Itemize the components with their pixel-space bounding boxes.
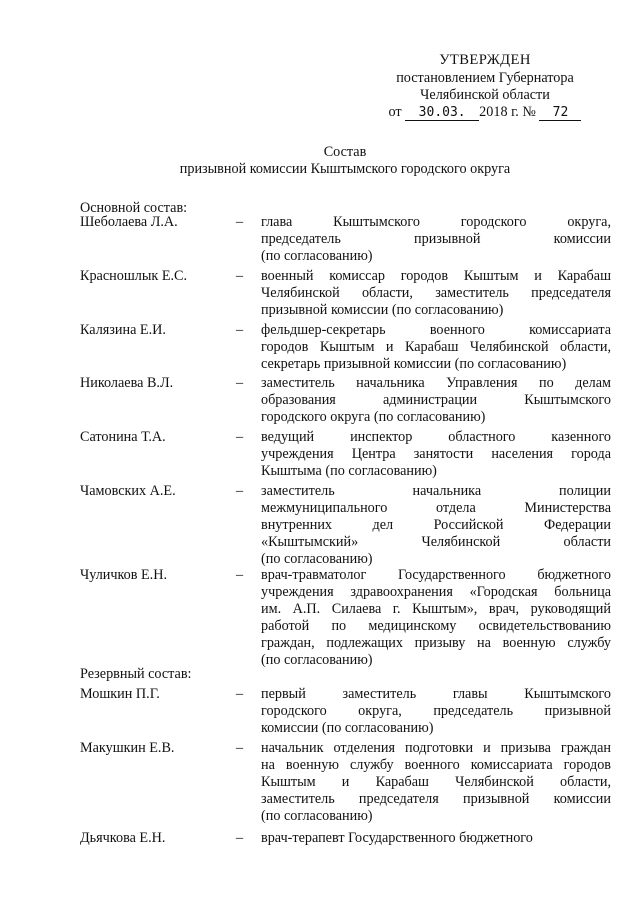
date-suffix: 2018 г. № <box>479 104 536 120</box>
position-line: работой по медицинскому освидетельствованию <box>261 618 611 634</box>
member-position <box>261 686 611 737</box>
position-line: начальник отделения подготовки и призыва граждан <box>261 740 611 756</box>
member-name: Калязина Е.И. <box>80 322 166 338</box>
member-position <box>261 740 611 825</box>
approval-title: УТВЕРЖДЕН <box>439 52 531 68</box>
position-line: городского округа, председатель призывной <box>261 703 611 719</box>
member-dash: – <box>236 686 244 702</box>
position-line: призывной комиссии (по согласованию) <box>261 302 504 318</box>
member-position <box>261 375 611 426</box>
position-line: межмуниципального отдела Министерства <box>261 500 611 516</box>
reserve-section-heading: Резервный состав: <box>80 666 192 682</box>
position-line: секретарь призывной комиссии (по согласованию) <box>261 356 567 372</box>
position-line: Кыштым и Карабаш Челябинской области, <box>261 774 611 790</box>
position-line: заместитель председателя призывной комиссии <box>261 791 611 807</box>
member-dash: – <box>236 830 244 846</box>
member-dash: – <box>236 214 244 230</box>
member-dash: – <box>236 567 244 583</box>
position-line: внутренних дел Российской Федерации <box>261 517 611 533</box>
position-line: на военную службу военного комиссариата городов <box>261 757 611 773</box>
member-position <box>261 214 611 265</box>
member-position <box>261 268 611 319</box>
position-line: им. А.П. Силаева г. Кыштым», врач, руководящий <box>261 601 611 617</box>
position-line: ведущий инспектор областного казенного <box>261 429 611 445</box>
position-line: образования администрации Кыштымского <box>261 392 611 408</box>
member-position <box>261 429 611 480</box>
member-dash: – <box>236 429 244 445</box>
date-prefix: от <box>388 104 402 120</box>
position-line: городов Кыштым и Карабаш Челябинской области, <box>261 339 611 355</box>
position-line: Челябинской области, заместитель председателя <box>261 285 611 301</box>
member-dash: – <box>236 375 244 391</box>
document-title <box>80 144 610 178</box>
member-dash: – <box>236 268 244 284</box>
member-name: Шеболаева Л.А. <box>80 214 178 230</box>
member-name: Чамовских А.Е. <box>80 483 176 499</box>
position-line: врач-терапевт Государственного бюджетного <box>261 830 533 846</box>
approval-line-2: Челябинской области <box>420 87 550 103</box>
title-line-1: Состав <box>323 144 367 160</box>
position-line: первый заместитель главы Кыштымского <box>261 686 611 702</box>
position-line: учреждения здравоохранения «Городская больница <box>261 584 611 600</box>
member-name: Макушкин Е.В. <box>80 740 175 756</box>
member-position <box>261 830 611 847</box>
member-name: Мошкин П.Г. <box>80 686 160 702</box>
member-name: Красношлык Е.С. <box>80 268 188 284</box>
position-line: (по согласованию) <box>261 808 373 824</box>
position-line: (по согласованию) <box>261 551 373 567</box>
member-position <box>261 483 611 568</box>
position-line: заместитель начальника полиции <box>261 483 611 499</box>
member-dash: – <box>236 483 244 499</box>
position-line: фельдшер-секретарь военного комиссариата <box>261 322 611 338</box>
position-line: городского округа (по согласованию) <box>261 409 486 425</box>
position-line: заместитель начальника Управления по делам <box>261 375 611 391</box>
position-line: врач-травматолог Государственного бюджетного <box>261 567 611 583</box>
approval-block <box>360 52 610 121</box>
position-line: (по согласованию) <box>261 248 373 264</box>
title-line-2: призывной комиссии Кыштымского городского округа <box>179 161 511 177</box>
position-line: председатель призывной комиссии <box>261 231 611 247</box>
approval-date-line <box>360 104 610 121</box>
main-section-heading: Основной состав: <box>80 200 188 216</box>
position-line: «Кыштымский» Челябинской области <box>261 534 611 550</box>
handwritten-number: 72 <box>539 105 581 121</box>
member-position <box>261 567 611 669</box>
position-line: (по согласованию) <box>261 652 373 668</box>
member-name: Николаева В.Л. <box>80 375 174 391</box>
member-dash: – <box>236 740 244 756</box>
member-name: Чуличков Е.Н. <box>80 567 168 583</box>
member-name: Сатонина Т.А. <box>80 429 166 445</box>
approval-line-1: постановлением Губернатора <box>396 70 574 86</box>
position-line: комиссии (по согласованию) <box>261 720 434 736</box>
position-line: учреждения Центра занятости населения города <box>261 446 611 462</box>
position-line: глава Кыштымского городского округа, <box>261 214 611 230</box>
position-line: граждан, подлежащих призыву на военную службу <box>261 635 611 651</box>
member-position <box>261 322 611 373</box>
member-name: Дьячкова Е.Н. <box>80 830 166 846</box>
position-line: Кыштыма (по согласованию) <box>261 463 437 479</box>
member-dash: – <box>236 322 244 338</box>
position-line: военный комиссар городов Кыштым и Карабаш <box>261 268 611 284</box>
handwritten-date: 30.03. <box>405 105 479 121</box>
